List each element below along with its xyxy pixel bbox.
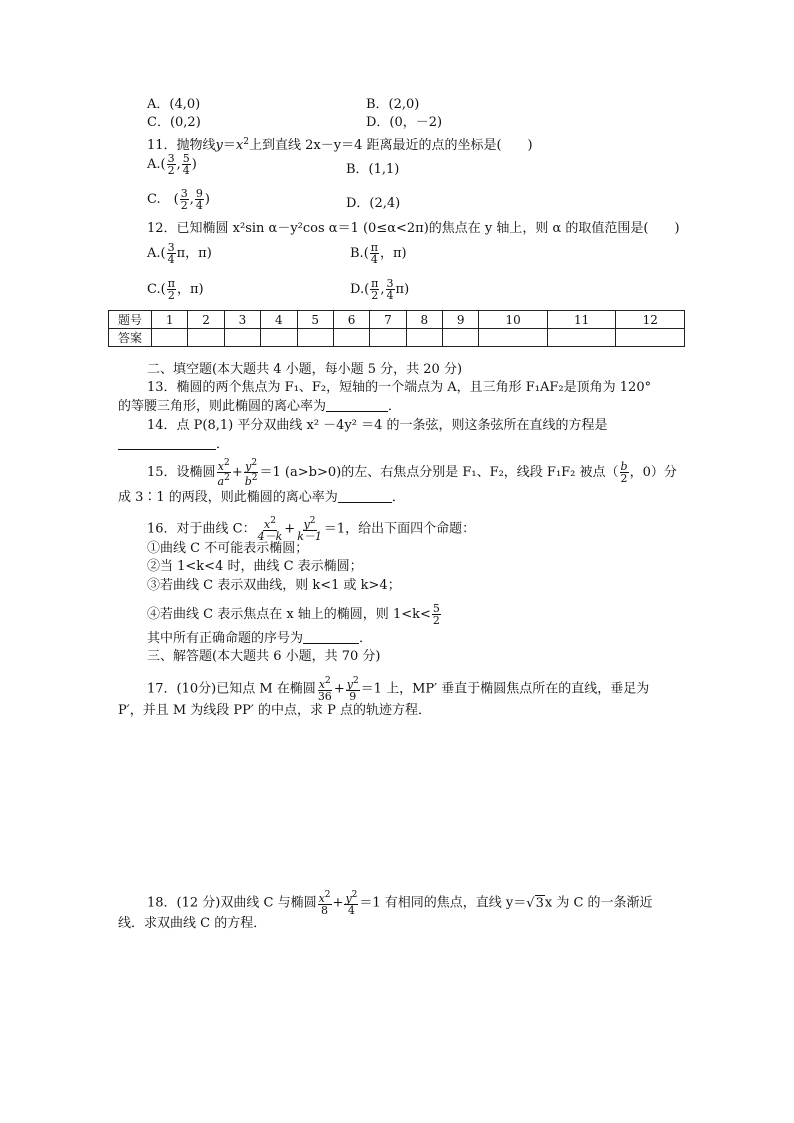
q13-line1: 13．椭圆的两个焦点为 F₁、F₂，短轴的一个端点为 A，且三角形 F₁AF₂是顶角为 120° [147, 380, 652, 395]
q11-stem: 11．抛物线$y=x^2$上到直线 2x－y＝4 距离最近的点的坐标是( ) [147, 137, 533, 153]
q14-line2: ． [118, 437, 229, 453]
answer-table-answer-row [109, 329, 685, 347]
q11-option-b: B．(1,1) [346, 162, 400, 177]
section-2-heading: 二、填空题(本大题共 4 小题，每小题 5 分，共 20 分) [147, 362, 463, 377]
q18-line2: 线．求双曲线 C 的方程． [118, 916, 267, 931]
section-3-heading: 三、解答题(本大题共 6 小题，共 70 分) [147, 649, 381, 664]
q15-answer-blank[interactable] [338, 490, 392, 503]
q11-option-a: A.( $\frac{3}{2}$ , $\frac{5}{4}$ ) [147, 152, 197, 177]
answer-cell[interactable] [406, 329, 442, 347]
answer-table-header-answer: 答案 [109, 329, 152, 347]
answer-table-number: 9 [443, 311, 479, 329]
answer-cell[interactable] [333, 329, 369, 347]
q11-option-d: D．(2,4) [346, 196, 401, 211]
answer-cell[interactable] [152, 329, 188, 347]
answer-table-number: 6 [333, 311, 369, 329]
answer-cell[interactable] [479, 329, 548, 347]
answer-table-number: 10 [479, 311, 548, 329]
q16-answer-blank[interactable] [303, 631, 359, 644]
answer-cell[interactable] [297, 329, 333, 347]
answer-table [108, 310, 685, 347]
q12-option-b: B.( $\frac{\pi}{4}$ ，π) [350, 241, 407, 266]
answer-table-number: 8 [406, 311, 442, 329]
answer-table-number: 1 [152, 311, 188, 329]
q18-line1: 18．(12 分)双曲线 C 与椭圆 $\frac{x^2}{8}$ + $\frac{y^2}{4}$ ＝1 有相同的焦点，直线 y＝√3x 为 C 的一条渐近 [147, 890, 653, 917]
q12-option-c: C.( $\frac{\pi}{2}$ ，π) [147, 277, 204, 302]
q13-line2: 的等腰三角形，则此椭圆的离心率为 ． [118, 399, 402, 414]
answer-table-number: 12 [616, 311, 685, 329]
answer-table-number: 11 [547, 311, 616, 329]
answer-table-header-number: 题号 [109, 311, 152, 329]
answer-cell[interactable] [370, 329, 406, 347]
answer-table-number-row [109, 311, 685, 329]
answer-table-number: 3 [224, 311, 260, 329]
answer-table-number: 4 [261, 311, 297, 329]
q16-stem: 16．对于曲线 C： $\frac{x^2}{4-k}$ + $\frac{y^2}{k-1}$ ＝1，给出下面四个命题： [147, 516, 476, 543]
q10-option-b: B．(2,0) [366, 97, 420, 112]
answer-cell[interactable] [547, 329, 616, 347]
q15-line2: 成 3∶1 的两段，则此椭圆的离心率为 ． [118, 490, 405, 505]
answer-cell[interactable] [616, 329, 685, 347]
answer-table-number: 5 [297, 311, 333, 329]
q14-answer-blank[interactable] [118, 437, 216, 450]
q10-option-d: D．(0，－2) [366, 115, 443, 130]
answer-cell[interactable] [261, 329, 297, 347]
q12-option-d: D.( $\frac{\pi}{2}$ , $\frac{3}{4}$ π) [350, 277, 410, 302]
q14-line1: 14．点 P(8,1) 平分双曲线 x² －4y² ＝4 的一条弦，则这条弦所在直线的方程是 [147, 418, 608, 433]
q12-stem: 12．已知椭圆 x²sin α－y²cos α＝1 (0≤α<2π)的焦点在 y 轴上，则 α 的取值范围是( ) [147, 221, 680, 236]
q15-line1: 15．设椭圆 $\frac{x^2}{a^2}$ + $\frac{y^2}{b^2}$ ＝1 (a>b>0)的左、右焦点分别是 F₁、F₂，线段 F₁F₂ 被点（ $\frac{b}{2}$ ，0）分 [147, 458, 677, 488]
q10-option-a: A．(4,0) [147, 97, 201, 112]
q11-option-c: C. ( $\frac{3}{2}$ , $\frac{9}{4}$ ) [147, 187, 210, 212]
answer-table-number: 2 [188, 311, 224, 329]
answer-cell[interactable] [224, 329, 260, 347]
sqrt-symbol: √3 [526, 895, 544, 911]
q16-proposition-3: ③若曲线 C 表示双曲线，则 k<1 或 k>4； [147, 578, 401, 593]
q17-line2: P′，并且 M 为线段 PP′ 的中点，求 P 点的轨迹方程． [118, 703, 431, 718]
answer-cell[interactable] [188, 329, 224, 347]
q13-answer-blank[interactable] [326, 399, 388, 412]
q16-proposition-2: ②当 1<k<4 时，曲线 C 表示椭圆； [147, 559, 363, 574]
answer-table-number: 7 [370, 311, 406, 329]
answer-cell[interactable] [443, 329, 479, 347]
q10-option-c: C．(0,2) [147, 115, 201, 130]
q16-proposition-4: ④若曲线 C 表示焦点在 x 轴上的椭圆，则 1<k< $\frac{5}{2}$ [147, 602, 440, 627]
q16-answer-line: 其中所有正确命题的序号为 ． [147, 631, 373, 646]
q12-option-a: A.( $\frac{3}{4}$ π，π) [147, 241, 212, 266]
q17-line1: 17．(10分)已知点 M 在椭圆 $\frac{x^2}{36}$ + $\frac{y^2}{9}$ ＝1 上，MP′ 垂直于椭圆焦点所在的直线，垂足为 [147, 676, 650, 703]
q16-proposition-1: ①曲线 C 不可能表示椭圆； [147, 541, 309, 556]
